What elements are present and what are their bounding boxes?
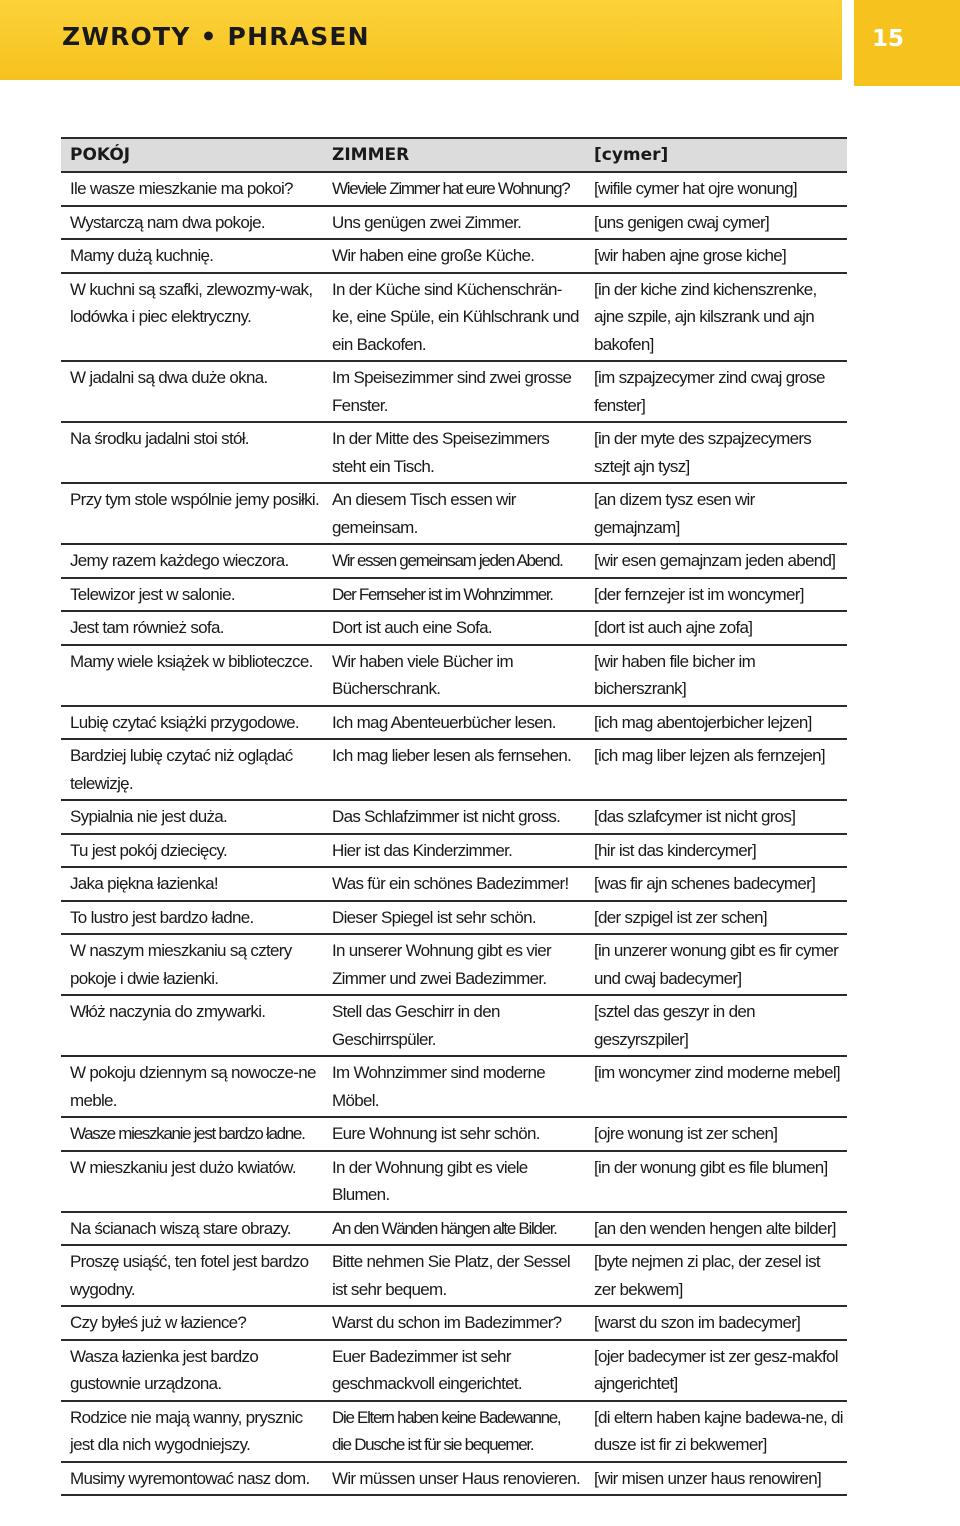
pronunciation: [byte nejmen zi plac, der zesel ist zer bekwem]	[585, 1245, 847, 1306]
german-phrase: Die Eltern haben keine Badewanne, die Dusche ist für sie bequemer.	[323, 1401, 585, 1462]
table-row	[61, 1401, 847, 1462]
table-row	[61, 1462, 847, 1496]
polish-phrase: Bardziej lubię czytać niż oglądać telewizję.	[61, 739, 323, 800]
table-row	[61, 206, 847, 240]
table-row	[61, 934, 847, 995]
polish-phrase: Ile wasze mieszkanie ma pokoi?	[61, 172, 323, 206]
german-phrase: Wieviele Zimmer hat eure Wohnung?	[323, 172, 585, 206]
pronunciation: [wir haben file bicher im bicherszrank]	[585, 645, 847, 706]
polish-phrase: Jaka piękna łazienka!	[61, 867, 323, 901]
pronunciation: [in der wonung gibt es file blumen]	[585, 1151, 847, 1212]
table-row	[61, 544, 847, 578]
page-number: 15	[872, 26, 905, 52]
pronunciation: [ich mag abentojerbicher lejzen]	[585, 706, 847, 740]
german-phrase: Bitte nehmen Sie Platz, der Sessel ist sehr bequem.	[323, 1245, 585, 1306]
table-row	[61, 1151, 847, 1212]
polish-phrase: Sypialnia nie jest duża.	[61, 800, 323, 834]
german-phrase: Ich mag Abenteuerbücher lesen.	[323, 706, 585, 740]
table-row	[61, 1340, 847, 1401]
german-phrase: In der Mitte des Speisezimmers steht ein Tisch.	[323, 422, 585, 483]
polish-phrase: Mamy wiele książek w biblioteczce.	[61, 645, 323, 706]
german-phrase: Ich mag lieber lesen als fernsehen.	[323, 739, 585, 800]
german-phrase: In der Küche sind Küchenschrän-ke, eine Spüle, ein Kühlschrank und ein Backofen.	[323, 273, 585, 362]
german-phrase: An den Wänden hängen alte Bilder.	[323, 1212, 585, 1246]
table-row	[61, 483, 847, 544]
polish-phrase: Telewizor jest w salonie.	[61, 578, 323, 612]
polish-phrase: Tu jest pokój dziecięcy.	[61, 834, 323, 868]
german-phrase: Wir essen gemeinsam jeden Abend.	[323, 544, 585, 578]
german-phrase: In der Wohnung gibt es viele Blumen.	[323, 1151, 585, 1212]
polish-phrase: Rodzice nie mają wanny, prysznic jest dla nich wygodniejszy.	[61, 1401, 323, 1462]
pronunciation: [was fir ajn schenes badecymer]	[585, 867, 847, 901]
polish-phrase: Mamy dużą kuchnię.	[61, 239, 323, 273]
header-bar	[0, 0, 960, 80]
table-row	[61, 172, 847, 206]
polish-phrase: Proszę usiąść, ten fotel jest bardzo wygodny.	[61, 1245, 323, 1306]
pronunciation: [ojre wonung ist zer schen]	[585, 1117, 847, 1151]
german-phrase: Stell das Geschirr in den Geschirrspüler.	[323, 995, 585, 1056]
pronunciation: [das szlafcymer ist nicht gros]	[585, 800, 847, 834]
header-divider	[842, 0, 854, 86]
table-row	[61, 273, 847, 362]
pronunciation: [in unzerer wonung gibt es fir cymer und cwaj badecymer]	[585, 934, 847, 995]
german-phrase: An diesem Tisch essen wir gemeinsam.	[323, 483, 585, 544]
pronunciation: [warst du szon im badecymer]	[585, 1306, 847, 1340]
german-phrase: Wir haben viele Bücher im Bücherschrank.	[323, 645, 585, 706]
german-phrase: Wir müssen unser Haus renovieren.	[323, 1462, 585, 1496]
section-title: ZWROTY • PHRASEN	[62, 22, 370, 51]
pronunciation: [hir ist das kindercymer]	[585, 834, 847, 868]
polish-phrase: Jemy razem każdego wieczora.	[61, 544, 323, 578]
table-row	[61, 1245, 847, 1306]
polish-phrase: Wystarczą nam dwa pokoje.	[61, 206, 323, 240]
table-row	[61, 1056, 847, 1117]
german-phrase: Warst du schon im Badezimmer?	[323, 1306, 585, 1340]
pronunciation: [in der kiche zind kichenszrenke, ajne szpile, ajn kilszrank und ajn bakofen]	[585, 273, 847, 362]
german-phrase: Im Speisezimmer sind zwei grosse Fenster.	[323, 361, 585, 422]
german-phrase: Der Fernseher ist im Wohnzimmer.	[323, 578, 585, 612]
table-row	[61, 1212, 847, 1246]
pronunciation: [dort ist auch ajne zofa]	[585, 611, 847, 645]
german-phrase: Hier ist das Kinderzimmer.	[323, 834, 585, 868]
table-row	[61, 867, 847, 901]
polish-phrase: W kuchni są szafki, zlewozmy-wak, lodówka i piec elektryczny.	[61, 273, 323, 362]
polish-phrase: W jadalni są dwa duże okna.	[61, 361, 323, 422]
header-band	[0, 0, 842, 80]
german-phrase: Das Schlafzimmer ist nicht gross.	[323, 800, 585, 834]
german-phrase: Dort ist auch eine Sofa.	[323, 611, 585, 645]
polish-phrase: To lustro jest bardzo ładne.	[61, 901, 323, 935]
pronunciation: [sztel das geszyr in den geszyrszpiler]	[585, 995, 847, 1056]
pronunciation: [wifile cymer hat ojre wonung]	[585, 172, 847, 206]
pronunciation: [der fernzejer ist im woncymer]	[585, 578, 847, 612]
german-phrase: Im Wohnzimmer sind moderne Möbel.	[323, 1056, 585, 1117]
page-number-tab	[854, 0, 960, 86]
german-phrase: In unserer Wohnung gibt es vier Zimmer und zwei Badezimmer.	[323, 934, 585, 995]
polish-phrase: Jest tam również sofa.	[61, 611, 323, 645]
column-header-german: ZIMMER	[323, 138, 585, 172]
pronunciation: [uns genigen cwaj cymer]	[585, 206, 847, 240]
polish-phrase: Czy byłeś już w łazience?	[61, 1306, 323, 1340]
polish-phrase: Włóż naczynia do zmywarki.	[61, 995, 323, 1056]
pronunciation: [di eltern haben kajne badewa-ne, di dusze ist fir zi bekwemer]	[585, 1401, 847, 1462]
polish-phrase: Wasze mieszkanie jest bardzo ładne.	[61, 1117, 323, 1151]
table-header-row	[61, 138, 847, 172]
column-header-pronunciation: [cymer]	[585, 138, 847, 172]
pronunciation: [ojer badecymer ist zer gesz-makfol ajngerichtet]	[585, 1340, 847, 1401]
polish-phrase: Na ścianach wiszą stare obrazy.	[61, 1212, 323, 1246]
polish-phrase: Lubię czytać książki przygodowe.	[61, 706, 323, 740]
polish-phrase: Wasza łazienka jest bardzo gustownie urządzona.	[61, 1340, 323, 1401]
column-header-polish: POKÓJ	[61, 138, 323, 172]
german-phrase: Dieser Spiegel ist sehr schön.	[323, 901, 585, 935]
table-row	[61, 995, 847, 1056]
pronunciation: [im woncymer zind moderne mebel]	[585, 1056, 847, 1117]
pronunciation: [im szpajzecymer zind cwaj grose fenster]	[585, 361, 847, 422]
table-row	[61, 706, 847, 740]
polish-phrase: Musimy wyremontować nasz dom.	[61, 1462, 323, 1496]
german-phrase: Eure Wohnung ist sehr schön.	[323, 1117, 585, 1151]
german-phrase: Wir haben eine große Küche.	[323, 239, 585, 273]
table-row	[61, 645, 847, 706]
polish-phrase: W mieszkaniu jest dużo kwiatów.	[61, 1151, 323, 1212]
pronunciation: [wir misen unzer haus renowiren]	[585, 1462, 847, 1496]
german-phrase: Euer Badezimmer ist sehr geschmackvoll eingerichtet.	[323, 1340, 585, 1401]
german-phrase: Was für ein schönes Badezimmer!	[323, 867, 585, 901]
pronunciation: [an den wenden hengen alte bilder]	[585, 1212, 847, 1246]
pronunciation: [wir esen gemajnzam jeden abend]	[585, 544, 847, 578]
phrase-table	[61, 137, 847, 1496]
pronunciation: [wir haben ajne grose kiche]	[585, 239, 847, 273]
polish-phrase: W pokoju dziennym są nowocze-ne meble.	[61, 1056, 323, 1117]
table-row	[61, 901, 847, 935]
table-row	[61, 239, 847, 273]
pronunciation: [in der myte des szpajzecymers sztejt ajn tysz]	[585, 422, 847, 483]
table-row	[61, 422, 847, 483]
german-phrase: Uns genügen zwei Zimmer.	[323, 206, 585, 240]
table-row	[61, 800, 847, 834]
polish-phrase: Na środku jadalni stoi stół.	[61, 422, 323, 483]
table-row	[61, 1306, 847, 1340]
table-row	[61, 739, 847, 800]
polish-phrase: Przy tym stole wspólnie jemy posiłki.	[61, 483, 323, 544]
table-row	[61, 834, 847, 868]
table-row	[61, 1117, 847, 1151]
pronunciation: [an dizem tysz esen wir gemajnzam]	[585, 483, 847, 544]
table-row	[61, 578, 847, 612]
table-row	[61, 611, 847, 645]
table-row	[61, 361, 847, 422]
polish-phrase: W naszym mieszkaniu są cztery pokoje i dwie łazienki.	[61, 934, 323, 995]
pronunciation: [der szpigel ist zer schen]	[585, 901, 847, 935]
pronunciation: [ich mag liber lejzen als fernzejen]	[585, 739, 847, 800]
